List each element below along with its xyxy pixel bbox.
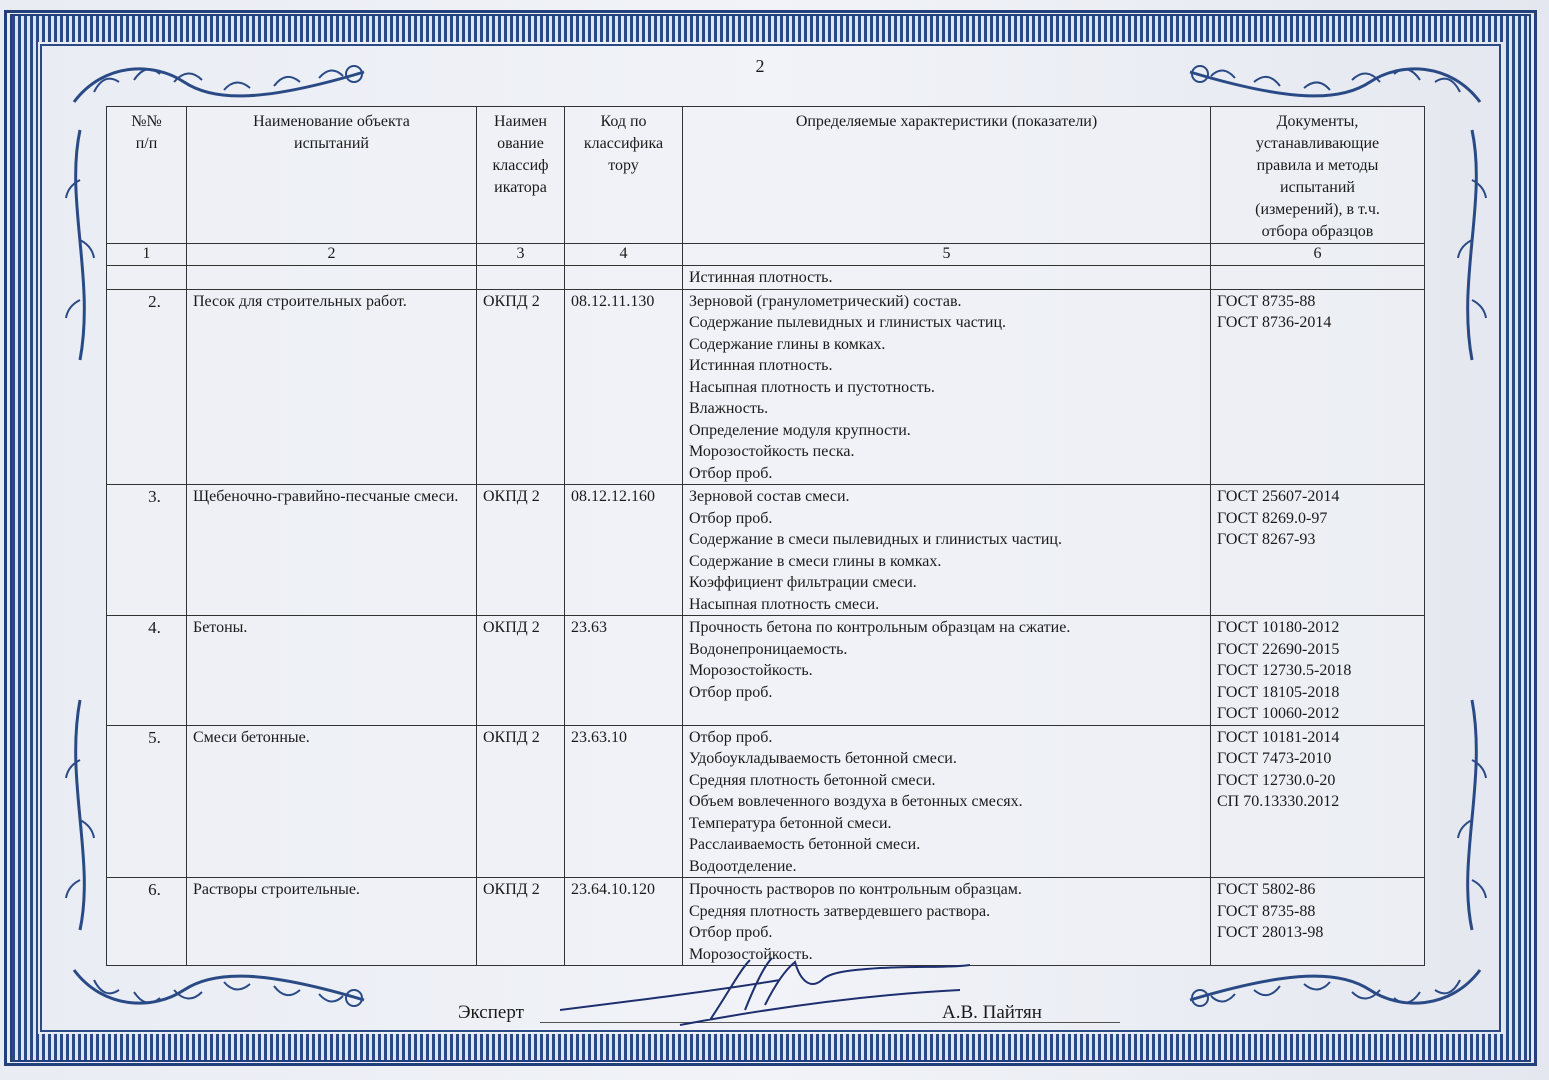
table-row <box>107 725 1425 878</box>
documents-cell <box>1211 485 1425 616</box>
documents-line: ГОСТ 28013-98 <box>1217 924 1324 941</box>
characteristics-line: Содержание пылевидных и глинистых частиц. <box>689 314 1006 331</box>
characteristics-cell <box>683 616 1211 726</box>
corner-ornament-bottom-right-icon <box>1180 960 1490 1020</box>
object-name: Щебеночно-гравийно-песчаные смеси. <box>187 485 477 616</box>
documents-line: ГОСТ 7473-2010 <box>1217 750 1332 767</box>
documents-line: ГОСТ 10060-2012 <box>1217 705 1340 722</box>
characteristics-line: Насыпная плотность и пустотность. <box>689 378 935 396</box>
documents-line: ГОСТ 12730.5-2018 <box>1217 662 1352 679</box>
corner-ornament-bottom-left-icon <box>64 960 374 1020</box>
corner-ornament-top-left-icon <box>64 52 374 112</box>
characteristics-line: Отбор проб. <box>689 924 773 941</box>
row-number: 2. <box>107 289 187 485</box>
documents-line: ГОСТ 8735-88 <box>1217 902 1316 920</box>
characteristics-cell <box>683 485 1211 616</box>
column-number: 1 <box>107 244 187 266</box>
documents-cell <box>1211 878 1425 966</box>
object-name: Бетоны. <box>187 616 477 726</box>
column-number: 5 <box>683 244 1211 266</box>
documents-line: СП 70.13330.2012 <box>1217 793 1340 810</box>
accreditation-scope-table <box>106 106 1425 966</box>
header-characteristics: Определяемые характеристики (показатели) <box>683 107 1211 244</box>
documents-line: ГОСТ 18105-2018 <box>1217 683 1340 701</box>
characteristics-line: Отбор проб. <box>689 509 773 527</box>
classifier-name: ОКПД 2 <box>477 616 565 726</box>
characteristics-line: Содержание в смеси пылевидных и глинистых частиц. <box>689 531 1062 548</box>
characteristics-cell <box>683 289 1211 485</box>
characteristics-line: Отбор проб. <box>689 464 773 482</box>
row-number: 3. <box>107 485 187 616</box>
documents-line: ГОСТ 8269.0-97 <box>1217 509 1328 527</box>
documents-line: ГОСТ 25607-2014 <box>1217 488 1340 505</box>
characteristics-line: Определение модуля крупности. <box>689 421 911 439</box>
documents-line: ГОСТ 22690-2015 <box>1217 640 1340 658</box>
table-row <box>107 616 1425 726</box>
header-code: Код по классифика тору <box>565 107 683 244</box>
documents-line: ГОСТ 10181-2014 <box>1217 728 1340 746</box>
characteristics-line: Содержание глины в комках. <box>689 335 886 353</box>
documents-line: ГОСТ 10180-2012 <box>1217 619 1340 636</box>
characteristics-line: Удобоукладываемость бетонной смеси. <box>689 750 957 767</box>
characteristics-line: Водонепроницаемость. <box>689 640 848 658</box>
expert-label: Эксперт <box>458 1002 524 1023</box>
documents-line: ГОСТ 12730.0-20 <box>1217 771 1336 789</box>
characteristics-line: Морозостойкость песка. <box>689 443 855 460</box>
classifier-name: ОКПД 2 <box>477 485 565 616</box>
classifier-code: 23.63.10 <box>565 725 683 878</box>
characteristics-line: Отбор проб. <box>689 683 773 701</box>
characteristics-line: Отбор проб. <box>689 728 773 746</box>
row-number: 4. <box>107 616 187 726</box>
table-row-continuation <box>107 266 1425 290</box>
signature-icon <box>560 950 980 1030</box>
characteristics-line: Влажность. <box>689 400 769 417</box>
object-name: Песок для строительных работ. <box>187 289 477 485</box>
characteristics-line: Насыпная плотность смеси. <box>689 595 880 613</box>
header-number: №№ п/п <box>107 107 187 244</box>
documents-line: ГОСТ 8267-93 <box>1217 531 1316 548</box>
classifier-code: 23.64.10.120 <box>565 878 683 966</box>
characteristics-line: Водоотделение. <box>689 857 797 875</box>
characteristics-line: Расслаиваемость бетонной смеси. <box>689 836 921 853</box>
column-number: 3 <box>477 244 565 266</box>
characteristics-line: Зерновой (гранулометрический) состав. <box>689 292 962 310</box>
row-number: 6. <box>107 878 187 966</box>
characteristics-line: Средняя плотность затвердевшего раствора. <box>689 902 991 920</box>
characteristics-cell: Истинная плотность. <box>683 266 1211 290</box>
header-classifier: Наимен ование классиф икатора <box>477 107 565 244</box>
side-ornament-right-icon <box>1452 120 1492 940</box>
characteristics-line: Прочность бетона по контрольным образцам на сжатие. <box>689 619 1071 636</box>
classifier-code: 08.12.12.160 <box>565 485 683 616</box>
object-name: Растворы строительные. <box>187 878 477 966</box>
expert-name: А.В. Пайтян <box>942 1002 1042 1023</box>
documents-cell <box>1211 725 1425 878</box>
characteristics-line: Температура бетонной смеси. <box>689 814 892 832</box>
table-row <box>107 289 1425 485</box>
table-body <box>107 289 1425 966</box>
characteristics-line: Объем вовлеченного воздуха в бетонных смесях. <box>689 793 1023 810</box>
classifier-name: ОКПД 2 <box>477 289 565 485</box>
classifier-name: ОКПД 2 <box>477 878 565 966</box>
documents-line: ГОСТ 8735-88 <box>1217 292 1316 310</box>
column-number: 4 <box>565 244 683 266</box>
corner-ornament-top-right-icon <box>1180 52 1490 112</box>
documents-cell <box>1211 289 1425 485</box>
documents-line: ГОСТ 8736-2014 <box>1217 314 1332 331</box>
characteristics-line: Зерновой состав смеси. <box>689 488 850 505</box>
characteristics-cell <box>683 725 1211 878</box>
side-ornament-left-icon <box>60 120 100 940</box>
header-object: Наименование объекта испытаний <box>187 107 477 244</box>
documents-cell <box>1211 616 1425 726</box>
classifier-code: 23.63 <box>565 616 683 726</box>
table-row <box>107 485 1425 616</box>
header-documents: Документы, устанавливающие правила и методы испытаний (измерений), в т.ч. отбора образцов <box>1211 107 1425 244</box>
characteristics-line: Морозостойкость. <box>689 945 813 963</box>
characteristics-line: Прочность растворов по контрольным образцам. <box>689 881 1022 898</box>
characteristics-line: Истинная плотность. <box>689 357 833 374</box>
column-number: 6 <box>1211 244 1425 266</box>
characteristics-line: Содержание в смеси глины в комках. <box>689 552 942 570</box>
classifier-code: 08.12.11.130 <box>565 289 683 485</box>
classifier-name: ОКПД 2 <box>477 725 565 878</box>
characteristics-line: Средняя плотность бетонной смеси. <box>689 771 936 789</box>
characteristics-line: Коэффициент фильтрации смеси. <box>689 574 917 591</box>
page-number: 2 <box>755 56 765 76</box>
table-header-row <box>107 107 1425 244</box>
column-number-row <box>107 244 1425 266</box>
row-number: 5. <box>107 725 187 878</box>
column-number: 2 <box>187 244 477 266</box>
characteristics-line: Морозостойкость. <box>689 662 813 679</box>
object-name: Смеси бетонные. <box>187 725 477 878</box>
documents-line: ГОСТ 5802-86 <box>1217 881 1316 898</box>
